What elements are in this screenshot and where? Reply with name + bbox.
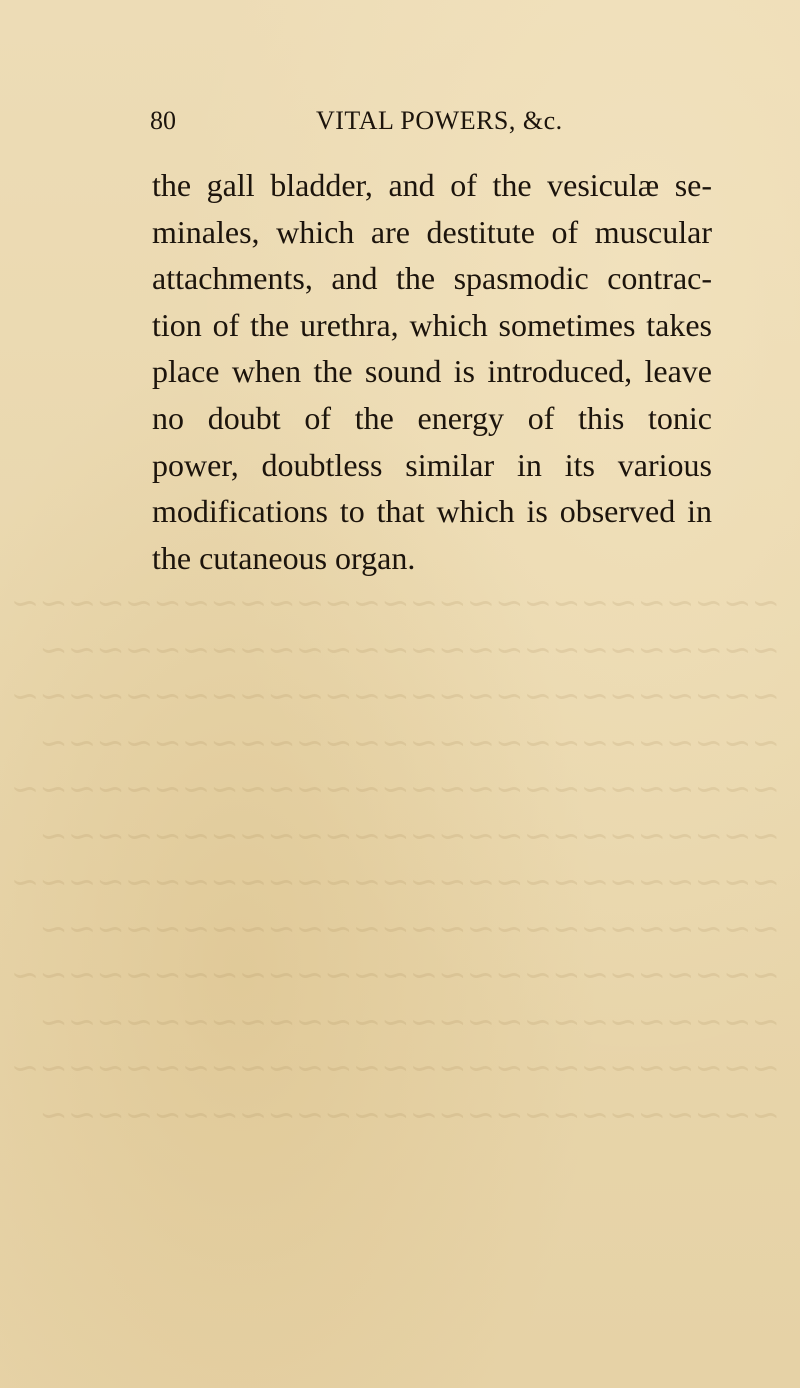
page-number: 80 — [150, 106, 176, 135]
show-through-texture: ~~~~~~~~~~~~~~~~~~~~~~~~~~~ ~~~~~~~~~~~~~~~~~~~~~~~~~~ ~~~~~~~~~~~~~~~~~~~~~~~~~~~ ~~~~~~~~~~~~~~~~~~~~~~~~~~ ~~~~~~~~~~~~~~~~~~~~~~~~~~~ ~~~~~~~~~~~~~~~~~~~~~~~~~~ ~~~~~~~~~~~~~~~~~~~~~~~~~~~ ~~~~~~~~~~~~~~~~~~~~~~~~~~ ~~~~~~~~~~~~~~~~~~~~~~~~~~~ ~~~~~~~~~~~~~~~~~~~~~~~~~~ ~~~~~~~~~~~~~~~~~~~~~~~~~~~ ~~~~~~~~~~~~~~~~~~~~~~~~~~ — [10, 583, 780, 1135]
running-head: VITAL POWERS, &c. — [316, 106, 563, 135]
text-line: no doubt of the energy of this tonic — [152, 399, 712, 436]
text-line: tion of the urethra, which sometimes takes — [152, 306, 712, 343]
text-line: minales, which are destitute of muscular — [152, 213, 712, 250]
body-paragraph — [152, 162, 712, 581]
text-line: attachments, and the spasmodic contrac- — [152, 260, 712, 297]
text-line: place when the sound is introduced, leave — [152, 353, 712, 390]
text-line: power, doubtless similar in its various — [152, 446, 712, 483]
page-header — [150, 106, 570, 142]
text-line: the gall bladder, and of the vesiculæ se- — [152, 167, 712, 203]
text-line: modifications to that which is observed in — [152, 493, 712, 530]
text-line-last: the cutaneous organ. — [152, 539, 416, 576]
